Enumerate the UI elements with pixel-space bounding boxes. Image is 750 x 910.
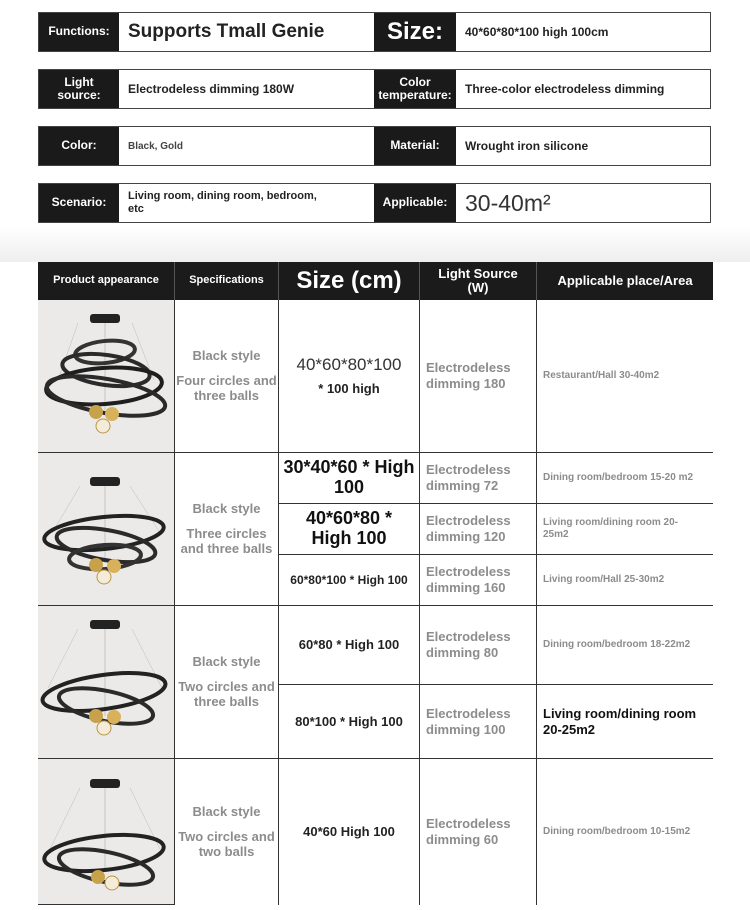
area-cell: Living room/Hall 25-30m2 <box>537 555 713 606</box>
size-value: 40*60*80*100 <box>296 355 402 374</box>
section-divider <box>0 226 750 262</box>
style-label: Black style <box>192 654 261 670</box>
light-cell: Electrodeless dimming 80 <box>420 606 537 685</box>
style-label: Black style <box>192 501 261 517</box>
product-image-two-circles-two-balls <box>38 759 175 905</box>
chandelier-icon <box>38 759 174 905</box>
style-description: Three circles and three balls <box>180 525 273 557</box>
color-temperature-label: Color temperature: <box>374 70 456 108</box>
color-value: Black, Gold <box>128 140 184 152</box>
spec-cell-group-3 <box>175 606 279 759</box>
area-cell: Dining room/bedroom 18-22m2 <box>537 606 713 685</box>
size-cell: 40*60*80 * High 100 <box>279 504 420 555</box>
size-value: 40*60*80*100 high 100cm <box>465 25 609 39</box>
light-cell: Electrodeless dimming 160 <box>420 555 537 606</box>
applicable-label: Applicable: <box>374 184 456 222</box>
size-cell: 60*80*100 * High 100 <box>279 555 420 606</box>
area-cell: Living room/dining room 20-25m2 <box>537 504 713 555</box>
size-cell: 30*40*60 * High 100 <box>279 453 420 504</box>
area-cell: Dining room/bedroom 15-20 m2 <box>537 453 713 504</box>
product-image-two-circles-three-balls <box>38 606 175 759</box>
light-source-value: Electrodeless dimming 180W <box>128 82 295 96</box>
spec-row-scenario <box>38 183 711 223</box>
spec-cell-group-2 <box>175 453 279 606</box>
spec-row-color <box>38 126 711 166</box>
size-cell: 40*60 High 100 <box>279 759 420 905</box>
light-cell: Electrodeless dimming 60 <box>420 759 537 905</box>
style-description: Two circles and two balls <box>178 828 275 860</box>
product-image-three-circles <box>38 453 175 606</box>
light-cell: Electrodeless dimming 100 <box>420 685 537 759</box>
style-description: Four circles and three balls <box>176 372 277 404</box>
size-label: Size: <box>374 13 456 51</box>
spec-row-light <box>38 69 711 109</box>
material-value: Wrought iron silicone <box>465 139 589 153</box>
area-cell: Restaurant/Hall 30-40m2 <box>537 300 713 453</box>
header-specifications: Specifications <box>175 262 279 300</box>
header-light-source: Light Source (W) <box>420 262 537 300</box>
style-label: Black style <box>192 804 261 820</box>
product-image-four-circles <box>38 300 175 453</box>
size-height: * 100 high <box>318 381 380 397</box>
chandelier-icon <box>38 300 174 452</box>
material-label: Material: <box>374 127 456 165</box>
color-label: Color: <box>39 127 119 165</box>
applicable-value: 30-40m² <box>465 189 551 216</box>
size-cell <box>279 300 420 453</box>
header-applicable-area: Applicable place/Area <box>537 262 713 300</box>
light-source-label: Light source: <box>39 70 119 108</box>
light-cell: Electrodeless dimming 180 <box>420 300 537 453</box>
size-cell: 60*80 * High 100 <box>279 606 420 685</box>
scenario-label: Scenario: <box>39 184 119 222</box>
product-table <box>38 262 713 905</box>
chandelier-icon <box>38 453 174 605</box>
size-cell: 80*100 * High 100 <box>279 685 420 759</box>
style-description: Two circles and three balls <box>178 678 275 710</box>
functions-label: Functions: <box>39 13 119 51</box>
header-product-appearance: Product appearance <box>38 262 175 300</box>
scenario-value: Living room, dining room, bedroom, etc <box>128 189 317 215</box>
area-cell: Dining room/bedroom 10-15m2 <box>543 826 691 837</box>
style-label: Black style <box>192 348 261 364</box>
spec-cell-group-4 <box>175 759 279 905</box>
spec-row-functions <box>38 12 711 52</box>
header-size: Size (cm) <box>279 262 420 300</box>
functions-value: Supports Tmall Genie <box>128 21 325 42</box>
light-cell: Electrodeless dimming 120 <box>420 504 537 555</box>
color-temperature-value: Three-color electrodeless dimming <box>465 82 665 96</box>
area-cell: Living room/dining room 20-25m2 <box>537 685 713 759</box>
chandelier-icon <box>38 606 174 758</box>
light-cell: Electrodeless dimming 72 <box>420 453 537 504</box>
spec-cell-group-1 <box>175 300 279 453</box>
